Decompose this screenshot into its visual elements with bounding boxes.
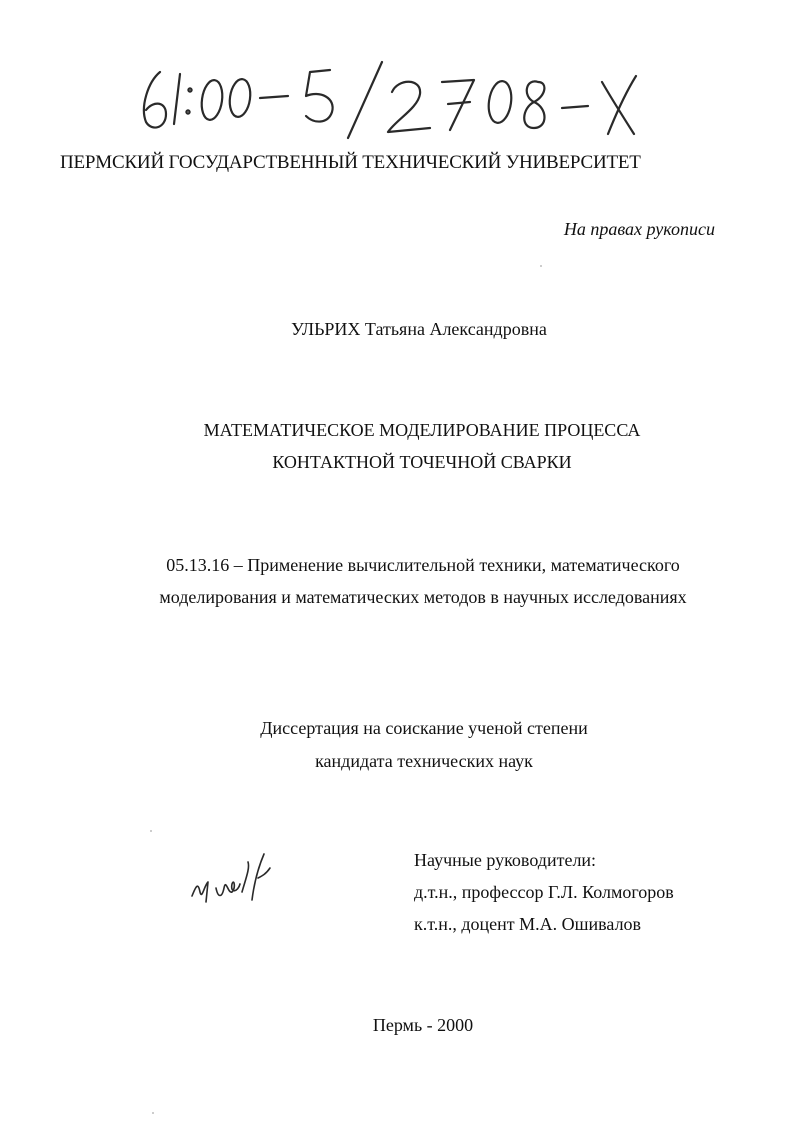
degree-line-1: Диссертация на соискание ученой степени <box>260 718 588 738</box>
advisor-2: к.т.н., доцент М.А. Ошивалов <box>414 914 642 934</box>
university-name: ПЕРМСКИЙ ГОСУДАРСТВЕННЫЙ ТЕХНИЧЕСКИЙ УНИВЕРСИТЕТ <box>60 152 641 173</box>
scan-speck <box>152 1112 154 1114</box>
degree-line-2: кандидата технических наук <box>315 751 533 771</box>
scan-speck <box>540 265 542 267</box>
manuscript-note: На правах рукописи <box>563 219 715 239</box>
handwritten-archive-mark <box>130 52 650 142</box>
author-name: УЛЬРИХ Татьяна Александровна <box>291 319 547 339</box>
specialty-line-2: моделирования и математических методов в научных исследованиях <box>159 587 687 607</box>
handwritten-signature <box>188 848 278 908</box>
scan-speck <box>150 830 152 832</box>
dissertation-title-line-2: КОНТАКТНОЙ ТОЧЕЧНОЙ СВАРКИ <box>272 452 572 472</box>
city-year: Пермь - 2000 <box>372 1015 474 1035</box>
dissertation-title-line-1: МАТЕМАТИЧЕСКОЕ МОДЕЛИРОВАНИЕ ПРОЦЕССА <box>203 420 641 440</box>
advisor-1: д.т.н., профессор Г.Л. Колмогоров <box>414 882 674 902</box>
specialty-line-1: 05.13.16 – Применение вычислительной техники, математического <box>166 555 680 575</box>
advisors-heading: Научные руководители: <box>414 850 597 870</box>
